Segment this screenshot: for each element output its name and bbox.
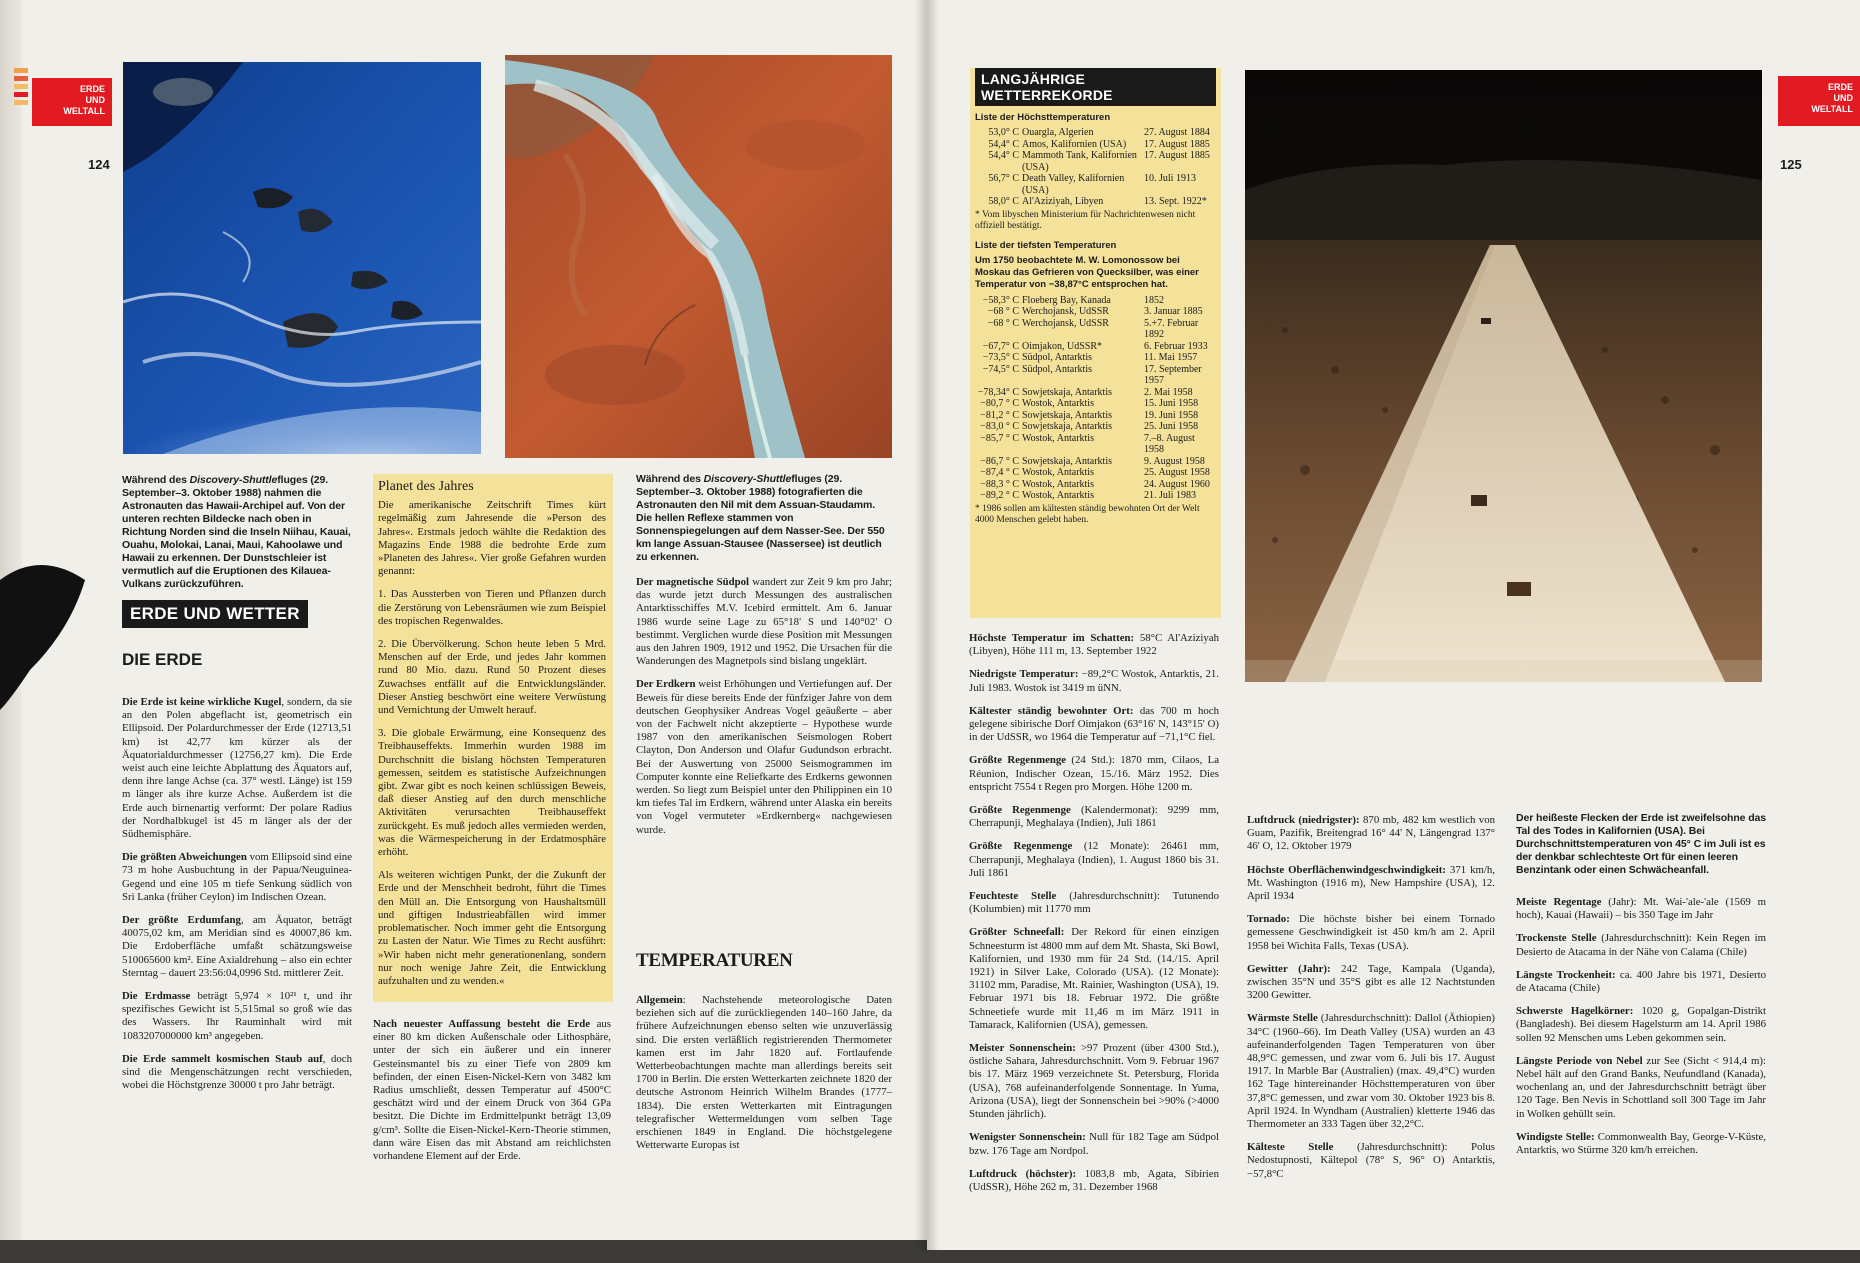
page-number-right: 125: [1780, 157, 1802, 172]
paragraph: Die Erdmasse beträgt 5,974 × 10²¹ t, und ihr spezifisches Gewicht ist 5,515mal so groß wie das des Wassers. Ihr Rauminhalt wird mit 1083207000000 km³ angegeben.: [122, 990, 352, 1042]
record-location: Sowjetskaja, Antarktis: [1022, 455, 1112, 467]
record-entry-lead: Höchste Oberflächenwindgeschwindigkeit:: [1247, 863, 1446, 876]
record-entry: Kältester ständig bewohnter Ort: das 700 m hoch gelegene sibirische Dorf Oimjakon (63°16' N, 143°15' O) in der UdSSR, wo 1964 die Temperatur auf −71,1°C fiel.: [969, 704, 1219, 744]
record-temperature: 54,4° C: [988, 150, 1019, 161]
temperaturen-heading: TEMPERATUREN: [636, 950, 793, 971]
record-location: Sowjetskaja, Antarktis: [1022, 386, 1112, 398]
record-temperature: −88,3 ° C: [980, 478, 1019, 490]
book-gutter: [915, 0, 939, 1250]
record-row: [975, 410, 1216, 422]
record-temperature: 53,0° C: [988, 127, 1019, 138]
hoechsttemp-table: [975, 127, 1216, 208]
left-column-1: [122, 696, 352, 1102]
planet-box-title: Planet des Jahres: [378, 479, 474, 494]
record-location: Mammoth Tank, Kalifornien (USA): [1022, 150, 1137, 173]
record-temperature: 56,7° C: [988, 173, 1019, 184]
record-location: Südpol, Antarktis: [1022, 352, 1093, 363]
paragraph: Der magnetische Südpol wandert zur Zeit 9 km pro Jahr; das wurde jetzt durch Messungen des australischen Antarktisschiffes M.V. Icebird ermittelt. Am 6. Januar 1986 wurde seine Lage zu 65°18' S und 140°02' O bestimmt. Verglichen wurde diese Position mit Messungen aus den Jahren 1909, 1912 und 1952. Die Ursachen für die Wanderungen des Magnetpols sind bislang ungeklärt.: [636, 576, 892, 668]
record-row: [975, 364, 1216, 387]
record-row: [975, 306, 1216, 318]
record-location: Wostok, Antarktis: [1022, 467, 1094, 478]
planet-des-jahres-box: [373, 474, 613, 1002]
die-erde-heading: DIE ERDE: [122, 650, 203, 669]
right-column-2: [1247, 814, 1495, 1191]
record-entry: Wenigster Sonnenschein: Null für 182 Tage am Südpol bzw. 176 Tage am Nordpol.: [969, 1131, 1219, 1157]
paragraph-lead: Nach neuester Auffassung besteht die Erde: [373, 1018, 590, 1030]
paragraph-lead: Der größte Erdumfang: [122, 914, 241, 927]
record-date: 25. Juni 1958: [1144, 421, 1199, 432]
record-row: [975, 150, 1216, 173]
record-entry: Trockenste Stelle (Jahresdurchschnitt): Kein Regen im Desierto de Atacama in der Nähe von Calama (Chile): [1516, 932, 1767, 958]
record-entry-lead: Längste Periode von Nebel: [1516, 1054, 1643, 1067]
caption-text: Discovery-Shuttle: [703, 473, 792, 485]
left-column-3-temp: [636, 994, 892, 1162]
tiefsttemp-note: * 1986 sollen am kältesten ständig bewohnten Ort der Welt 4000 Menschen gelebt haben.: [975, 503, 1200, 525]
record-entry-lead: Wenigster Sonnenschein:: [969, 1131, 1086, 1144]
record-location: Oimjakon, UdSSR*: [1022, 340, 1103, 352]
record-entry-lead: Größte Regenmenge: [969, 840, 1073, 853]
record-location: Wostok, Antarktis: [1022, 398, 1094, 409]
record-temperature: −87,4 ° C: [980, 467, 1019, 478]
record-entry: Niedrigste Temperatur: −89,2°C Wostok, Antarktis, 21. Juli 1983. Wostok ist 3419 m üNN.: [969, 668, 1219, 694]
caption-text: Während des: [122, 474, 190, 486]
wetterrekorde-title: LANGJÄHRIGE WETTERREKORDE: [975, 68, 1216, 106]
record-location: Wostok, Antarktis: [1022, 490, 1094, 501]
paragraph: Nach neuester Auffassung besteht die Erde aus einer 80 km dicken Außenschale oder Lithosphäre, unter der sich ein äußerer und ein innerer Gesteinsmantel bis zu einer Tiefe von 2809 km befinden, der einen Eisen-Nickel-Kern von 3482 km Radius umschließt, dessen Temperatur auf 4500°C geschätzt wird und der einem Druck von 364 GPa besitzt. Die Dichte im Erdmittelpunkt beträgt 13,09 g/cm³. Sollte die Eisen-Nickel-Kern-Theorie stimmen, dann wäre Eisen das mit Abstand am reichlichsten vorhandene Element auf der Erde.: [373, 1018, 612, 1163]
record-entry-lead: Kältester ständig bewohnter Ort:: [969, 704, 1134, 717]
record-entry-lead: Windigste Stelle:: [1516, 1130, 1595, 1143]
record-row: [975, 127, 1216, 139]
record-date: 27. August 1884: [1144, 127, 1210, 138]
record-row: [975, 196, 1216, 208]
record-location: Sowjetskaja, Antarktis: [1022, 409, 1112, 421]
planet-box-paragraph: Die amerikanische Zeitschrift Times kürt regelmäßig zum Jahresende die »Person des Jahres«. Erstmals jedoch wählte die Redaktion des Magazins Ende 1988 die bedrohte Erde zum »Planeten des Jahres«. Vier große Gefahren wurden genannt:: [378, 499, 606, 578]
paragraph-lead: Die Erde sammelt kosmischen Staub auf: [122, 1052, 323, 1065]
record-date: 17. September 1957: [1144, 363, 1202, 386]
record-temperature: −73,5° C: [982, 352, 1019, 363]
record-date: 11. Mai 1957: [1144, 352, 1198, 363]
record-entry-lead: Höchste Temperatur im Schatten:: [969, 632, 1135, 644]
hawaii-caption: [122, 474, 352, 591]
planet-box-paragraph: Als weiteren wichtigen Punkt, der die Zukunft der Erde und der Menschheit bedroht, führt die Times den Müll an. Die Entsorgung von Haushaltsmüll und giftigen Industrieabfällen wird immer problematischer. Noch immer geht die Entsorgung zu Lasten der Natur. Wie Times zu Recht ausführt: »Wir haben nicht mehr generationenlang, sondern nur noch wenige Jahre Zeit, die Entwicklung aufzuhalten und zu wenden.«: [378, 869, 606, 987]
right-column-3: [1516, 896, 1766, 1167]
page-tab-stripes: [14, 68, 28, 108]
record-temperature: −86,7 ° C: [980, 455, 1019, 467]
left-column-2-bottom: [373, 1018, 611, 1173]
paragraph-lead: Die größten Abweichungen: [122, 851, 247, 864]
record-date: 15. Juni 1958: [1144, 398, 1199, 409]
record-location: Sowjetskaja, Antarktis: [1022, 421, 1112, 432]
record-location: Wostok, Antarktis: [1022, 478, 1094, 490]
nile-satellite-photo: [505, 55, 892, 458]
record-date: 21. Juli 1983: [1144, 490, 1196, 501]
caption-text: Während des: [636, 473, 704, 485]
paragraph: Die größten Abweichungen vom Ellipsoid sind eine 73 m hohe Ausbuchtung in der Papua/Neuguinea-Gegend und eine 105 m tiefe Senkung südlich von Sri Lanka (früher Ceylon) im Indischen Ozean.: [122, 851, 352, 903]
record-location: Wostok, Antarktis: [1022, 432, 1094, 444]
paragraph: Die Erde ist keine wirkliche Kugel, sondern, da sie an den Polen abgeflacht ist, geometrisch ein Ellipsoid. Der Polardurchmesser der Erde (12713,51 km) ist 42,77 km kürzer als der Äquatorialdurchmesser (12756,27 km). Die Erde weist auch eine leichte Abplattung des Äquators auf, denn ihre lange Achse (ca. 37° westl. Länge) ist 159 m länger als ihre kurze Achse. Außerdem ist die Erde auch birnenartig verformt: Der polare Radius der Nordhalbkugel ist 45 m länger als der der Südhemisphäre.: [122, 696, 352, 841]
record-entry-lead: Gewitter (Jahr):: [1247, 962, 1331, 975]
record-entry: Größter Schneefall: Der Rekord für einen einzigen Schneesturm ist 4800 mm auf dem Mt. Shasta, Ski Bowl, Kalifornien, und 1930 mm für 24 Std. (14./15. April 1921) in Silver Lake, Colorado (USA). (12 Monate): 31102 mm, Paradise, Mt. Rainier, Washington (USA), 19. Februar 1971 bis 18. Februar 1972. Die größte Schneetiefe wurde mit 11,46 m im März 1911 in Tamarack, Kalifornien (USA), gemessen.: [969, 926, 1219, 1031]
record-location: Amos, Kalifornien (USA): [1022, 138, 1127, 150]
record-row: [975, 341, 1216, 353]
section-tag-right: ERDE UND WELTALL: [1778, 76, 1860, 126]
planet-box-paragraph: 2. Die Übervölkerung. Schon heute leben 5 Mrd. Menschen auf der Erde, und jedes Jahr kommen rund 80 Mio. dazu. Rund 50 Prozent dieses Zuwachses entfällt auf die Entwicklungsländer. Dieser Anstieg beschwört eine weitere Verwüstung und Vernichtung der Umwelt herauf.: [378, 638, 606, 717]
planet-box-paragraph: 1. Das Aussterben von Tieren und Pflanzen durch die Zerstörung von Lebensräumen wie zum Beispiel des tropischen Regenwaldes.: [378, 588, 606, 627]
record-date: 3. Januar 1885: [1144, 306, 1203, 317]
record-entry: Luftdruck (niedrigster): 870 mb, 482 km westlich von Guam, Pazifik, Breitengrad 16° 44' N, Längengrad 137° 46' O, 12. Oktober 1979: [1247, 814, 1496, 853]
tiefsttemp-title: Liste der tiefsten Temperaturen: [975, 239, 1117, 251]
left-column-3: [636, 576, 892, 847]
record-entry-lead: Kälteste Stelle: [1247, 1141, 1334, 1154]
record-entry-lead: Größter Schneefall:: [969, 926, 1065, 939]
record-location: Südpol, Antarktis: [1022, 363, 1093, 375]
record-entry: Meister Sonnenschein: >97 Prozent (über 4300 Std.), östliche Sahara, Jahresdurchschnitt. Vom 9. Februar 1967 bis 17. März 1969 verzeichnete St. Petersburg, Florida (USA), 768 aufeinanderfolgende Sonnentage. In Yuma, Arizona (USA), liegt der Sonnenschein bei >90% (>4000 Stunden jährlich).: [969, 1042, 1220, 1121]
record-row: [975, 387, 1216, 399]
record-entry: Längste Trockenheit: ca. 400 Jahre bis 1971, Desierto de Atacama (Chile): [1516, 968, 1766, 995]
record-row: [975, 433, 1216, 456]
record-temperature: −58,3° C: [982, 294, 1019, 306]
paragraph: Die Erde sammelt kosmischen Staub auf, doch sind die Mengenschätzungen recht verschieden, wobei die Höchstgrenze 30000 t pro Jahr beträgt.: [122, 1052, 352, 1092]
wetterrekorde-box: [970, 68, 1221, 618]
record-date: 9. August 1958: [1144, 455, 1205, 467]
record-entry-lead: Größte Regenmenge: [969, 754, 1067, 767]
section-banner: ERDE UND WETTER: [122, 600, 308, 628]
caption-text: fluges (29. September–3. Oktober 1988) fotografierten die Astronauten den Nil mit dem Assuan-Staudamm. Die hellen Reflexe stammen von Sonnenspiegelungen auf dem Nasser-See. Der 550 km lange Assuan-Stausee (Nassersee) ist deutlich zu erkennen.: [636, 473, 885, 563]
paragraph-lead: Der magnetische Südpol: [636, 576, 749, 588]
record-entry: Längste Periode von Nebel zur See (Sicht < 914,4 m): Nebel hält auf den Grand Banks, Neufundland (Kanada), wochenlang an, und der Jahresdurchschnitt beträgt über 120 Tage. Ben Nevis in Schottland soll 300 Tage im Jahr in Wolken gehüllt sein.: [1516, 1054, 1766, 1120]
record-entry: Tornado: Die höchste bisher bei einem Tornado gemessene Geschwindigkeit ist 450 km/h am 2. April 1958 bei Wichita Falls, Texas (USA).: [1247, 913, 1495, 952]
record-entry: Größte Regenmenge (Kalendermonat): 9299 mm, Cherrapunji, Meghalaya (Indien), Juli 1861: [969, 804, 1219, 830]
record-entry-lead: Meister Sonnenschein:: [969, 1042, 1076, 1055]
record-row: [975, 479, 1216, 491]
record-entry-lead: Luftdruck (höchster):: [969, 1167, 1077, 1180]
record-date: 17. August 1885: [1144, 138, 1210, 150]
record-row: [975, 352, 1216, 364]
record-entry-lead: Trockenste Stelle: [1516, 932, 1597, 945]
record-date: 2. Mai 1958: [1144, 386, 1193, 398]
record-date: 25. August 1958: [1144, 467, 1210, 478]
record-temperature: 54,4° C: [988, 138, 1019, 150]
record-entry-lead: Niedrigste Temperatur:: [969, 668, 1079, 681]
planet-box-paragraph: 3. Die globale Erwärmung, eine Konsequenz des Treibhauseffekts. Immerhin wurden 1988 im Durchschnitt die bislang höchsten Temperaturen gemessen, seitdem es statistische Aufzeichnungen gibt. Zwar gibt es noch keinen schlüssigen Beweis, daß dieser Anstieg auf den durch menschliche Aktivitäten verursachten Treibhauseffekt zurückgeht. Es muß jedoch alles vermieden werden, was die Wärmespeicherung in der Erdatmosphäre erhöht.: [378, 727, 606, 859]
record-temperature: −83,0 ° C: [980, 421, 1019, 432]
record-row: [975, 467, 1216, 479]
record-entry-lead: Längste Trockenheit:: [1516, 968, 1616, 981]
record-location: Al'Aziziyah, Libyen: [1022, 196, 1104, 207]
paragraph-lead: Allgemein: [636, 994, 683, 1006]
record-location: Werchojansk, UdSSR: [1022, 317, 1109, 329]
record-entry: Höchste Temperatur im Schatten: 58°C Al'Aziziyah (Libyen), Höhe 111 m, 13. September 1922: [969, 632, 1219, 658]
page-number-left: 124: [88, 157, 110, 172]
record-entry-lead: Feuchteste Stelle: [969, 890, 1057, 903]
record-temperature: −67,7° C: [982, 340, 1019, 352]
record-temperature: −74,5° C: [982, 363, 1019, 375]
erde-wetter-banner: [122, 600, 308, 628]
record-row: [975, 421, 1216, 433]
record-entry-lead: Tornado:: [1247, 913, 1290, 926]
record-entry: Höchste Oberflächenwindgeschwindigkeit: 371 km/h, Mt. Washington (1916 m), New Hampshire (USA), 12. April 1934: [1247, 863, 1495, 903]
paragraph-lead: Die Erde ist keine wirkliche Kugel: [122, 696, 282, 708]
record-temperature: −81,2 ° C: [980, 409, 1019, 421]
record-date: 5.+7. Februar 1892: [1144, 317, 1199, 340]
record-row: [975, 173, 1216, 196]
record-entry: Gewitter (Jahr): 242 Tage, Kampala (Uganda), zwischen 35°N und 35°S gibt es alle 12 Nachtstunden 3200 Gewitter.: [1247, 962, 1495, 1002]
record-date: 6. Februar 1933: [1144, 340, 1208, 352]
record-temperature: −68 ° C: [987, 306, 1019, 317]
record-date: 13. Sept. 1922*: [1144, 196, 1207, 207]
record-date: 24. August 1960: [1144, 478, 1210, 490]
record-location: Ouargla, Algerien: [1022, 127, 1094, 138]
record-entry: Wärmste Stelle (Jahresdurchschnitt): Dallol (Äthiopien) 34°C (1960–66). Im Death Valley (USA) wurden an 43 aufeinanderfolgenden Tagen Temperaturen von über 48,9°C gemessen, und zwar vom 6. Juli bis 17. August 1917. In Marble Bar (Australien) (max. 49,4°C) wurden 162 Tage hintereinander Höchsttemperaturen von über 37,8°C gemessen, und zwar vom 30. Oktober 1923 bis 8. April 1924. In Wyndham (Australien) kletterte 1946 das Thermometer an 333 Tagen über 32,2°C.: [1247, 1012, 1495, 1131]
record-temperature: −68 ° C: [987, 317, 1019, 329]
hoechsttemp-title: Liste der Höchsttemperaturen: [975, 112, 1111, 123]
record-entry-lead: Meiste Regentage: [1516, 896, 1602, 908]
record-temperature: −89,2 ° C: [980, 490, 1019, 501]
hawaii-satellite-photo: [123, 62, 481, 454]
record-entry: Kälteste Stelle (Jahresdurchschnitt): Polus Nedostupnosti, Kältepol (78° S, 96° O) Antarktis, −57,8°C: [1247, 1141, 1495, 1180]
record-location: Werchojansk, UdSSR: [1022, 306, 1109, 317]
record-date: 19. Juni 1958: [1144, 409, 1199, 421]
planet-box-content: [378, 480, 606, 998]
die-erde-heading-wrap: [122, 650, 202, 670]
record-entry: Windigste Stelle: Commonwealth Bay, George-V-Küste, Antarktis, wo Stürme 320 km/h erreichen.: [1516, 1130, 1766, 1157]
record-row: [975, 295, 1216, 307]
nile-caption: [636, 473, 892, 564]
record-entry-lead: Wärmste Stelle: [1247, 1012, 1318, 1025]
record-date: 17. August 1885: [1144, 150, 1210, 161]
record-date: 1852: [1144, 294, 1164, 306]
death-valley-caption: Der heißeste Flecken der Erde ist zweifelsohne das Tal des Todes in Kalifornien (USA). Bei Durchschnittstemperaturen von 45° C im Juli ist es der denkbar schlechteste Ort für einen leeren Benzintank oder einen Schwächeanfall.: [1516, 812, 1767, 876]
record-entry-lead: Größte Regenmenge: [969, 804, 1071, 817]
tiefsttemp-intro: Um 1750 beobachtete M. W. Lomonossow bei Moskau das Gefrieren von Quecksilber, was einer Temperatur von −38,87°C entsprochen hat.: [975, 254, 1199, 290]
record-row: [975, 490, 1216, 502]
paragraph: Der größte Erdumfang, am Äquator, beträgt 40075,02 km, am Meridian sind es 40007,86 km. Die Erdoberfläche umfaßt schätzungsweise 510065600 km². Eine Axialdrehung – also ein echter Sterntag – dauert 23:56:04,0996 Std. mittlerer Zeit.: [122, 914, 352, 979]
hoechsttemp-note: * Vom libyschen Ministerium für Nachrichtenwesen nicht offiziell bestätigt.: [975, 209, 1196, 231]
record-temperature: −85,7 ° C: [980, 432, 1019, 444]
record-temperature: 58,0° C: [988, 196, 1019, 207]
page-shadow: [0, 560, 90, 720]
record-entry: Größte Regenmenge (12 Monate): 26461 mm, Cherrapunji, Meghalaya (Indien), 1. August 1860 bis 31. Juli 1861: [969, 840, 1219, 879]
caption-text: Discovery-Shuttle: [189, 474, 278, 486]
record-temperature: −80,7 ° C: [980, 398, 1019, 409]
record-entry: Größte Regenmenge (24 Std.): 1870 mm, Cilaos, La Réunion, Indischer Ozean, 15./16. März 1952. Dies entspricht 7554 t Regen pro Morgen. Höhe 1200 m.: [969, 754, 1219, 793]
record-location: Death Valley, Kalifornien (USA): [1022, 173, 1125, 196]
record-date: 10. Juli 1913: [1144, 173, 1196, 184]
record-row: [975, 139, 1216, 151]
record-entry-lead: Luftdruck (niedrigster):: [1247, 814, 1360, 826]
section-tag-left: ERDE UND WELTALL: [32, 78, 112, 126]
record-location: Floeberg Bay, Kanada: [1022, 294, 1111, 306]
planet-box-text: [378, 499, 606, 988]
caption-text: fluges (29. September–3. Oktober 1988) nahmen die Astronauten das Hawaii-Archipel auf. Von der unteren rechten Bildecke nach oben in Richtung Norden sind die Inseln Niihau, Kauai, Ouahu, Molokai, Lanai, Maui, Kahoolawe und Hawaii zu erkennen. Der Dunstschleier ist vermutlich auf die Eruptionen des Kilauea-Vulkans zurückzuführen.: [122, 474, 351, 590]
record-entry: Meiste Regentage (Jahr): Mt. Wai-'ale-'ale (1569 m hoch), Kauai (Hawaii) – bis 350 Tage im Jahr: [1516, 896, 1767, 922]
record-temperature: −78,34° C: [977, 386, 1019, 398]
paragraph: Allgemein: Nachstehende meteorologische Daten beziehen sich auf die zurückliegenden 140–160 Jahre, da frühere Aufzeichnungen ebenso selten wie unzuverlässig sind. Die ersten verläßlich registrierenden Thermometer kamen erst im Jahr 1820 auf. Fortlaufende Wetterbeobachtungen machte man allerdings bereits seit 1700 in Berlin. Die ersten Wetterkarten zeichnete 1820 der deutsche Astronom Heinrich Wilhelm Brandes (1777–1834). Die ersten Wetterkarten mit Eintragungen telegrafischer Wettermeldungen vom selben Tage erschienen 1849 in England. Die höchstgelegene Wetterwarte Europas ist: [636, 994, 892, 1152]
death-valley-photo: [1245, 70, 1762, 682]
temperaturen-heading-wrap: [636, 950, 793, 972]
record-date: 7.–8. August 1958: [1144, 432, 1195, 455]
right-column-1: [969, 632, 1219, 1204]
record-row: [975, 318, 1216, 341]
paragraph: Der Erdkern weist Erhöhungen und Vertiefungen auf. Der Beweis für diese bereits Ende der fünfziger Jahre von dem deutschen Geophysiker Andreas Vogel geäußerte – aber von der Fachwelt nicht akzeptierte – Hypothese wurde 1987 von den amerikanischen Seismologen Robert Clayton, Don Anderson und Olafur Gudundson erbracht. Bei der Auswertung von 25000 Seismogrammen im Computer konnte eine Reliefkarte des Erdkerns gewonnen werden. So liegt zum Beispiel unter den Philippinen ein 10 km tiefes Tal im Erdkern, während unter Alaska ein bereits von Vogel vermuteter »Erdkernberg« nachgewiesen wurde.: [636, 678, 892, 836]
record-entry: Luftdruck (höchster): 1083,8 mb, Agata, Sibirien (UdSSR), Höhe 262 m, 31. Dezember 1968: [969, 1167, 1219, 1193]
record-row: [975, 456, 1216, 468]
record-entry: Schwerste Hagelkörner: 1020 g, Gopalgan-Distrikt (Bangladesh). Bei diesem Hagelsturm am 14. April 1986 sollen 92 Menschen ums Leben gekommen sein.: [1516, 1005, 1766, 1044]
paragraph-lead: Der Erdkern: [636, 678, 696, 691]
record-row: [975, 398, 1216, 410]
record-entry-lead: Schwerste Hagelkörner:: [1516, 1005, 1634, 1018]
tiefsttemp-table: [975, 295, 1216, 502]
record-entry: Feuchteste Stelle (Jahresdurchschnitt): Tutunendo (Kolumbien) mit 11770 mm: [969, 890, 1219, 916]
paragraph-lead: Die Erdmasse: [122, 990, 191, 1003]
